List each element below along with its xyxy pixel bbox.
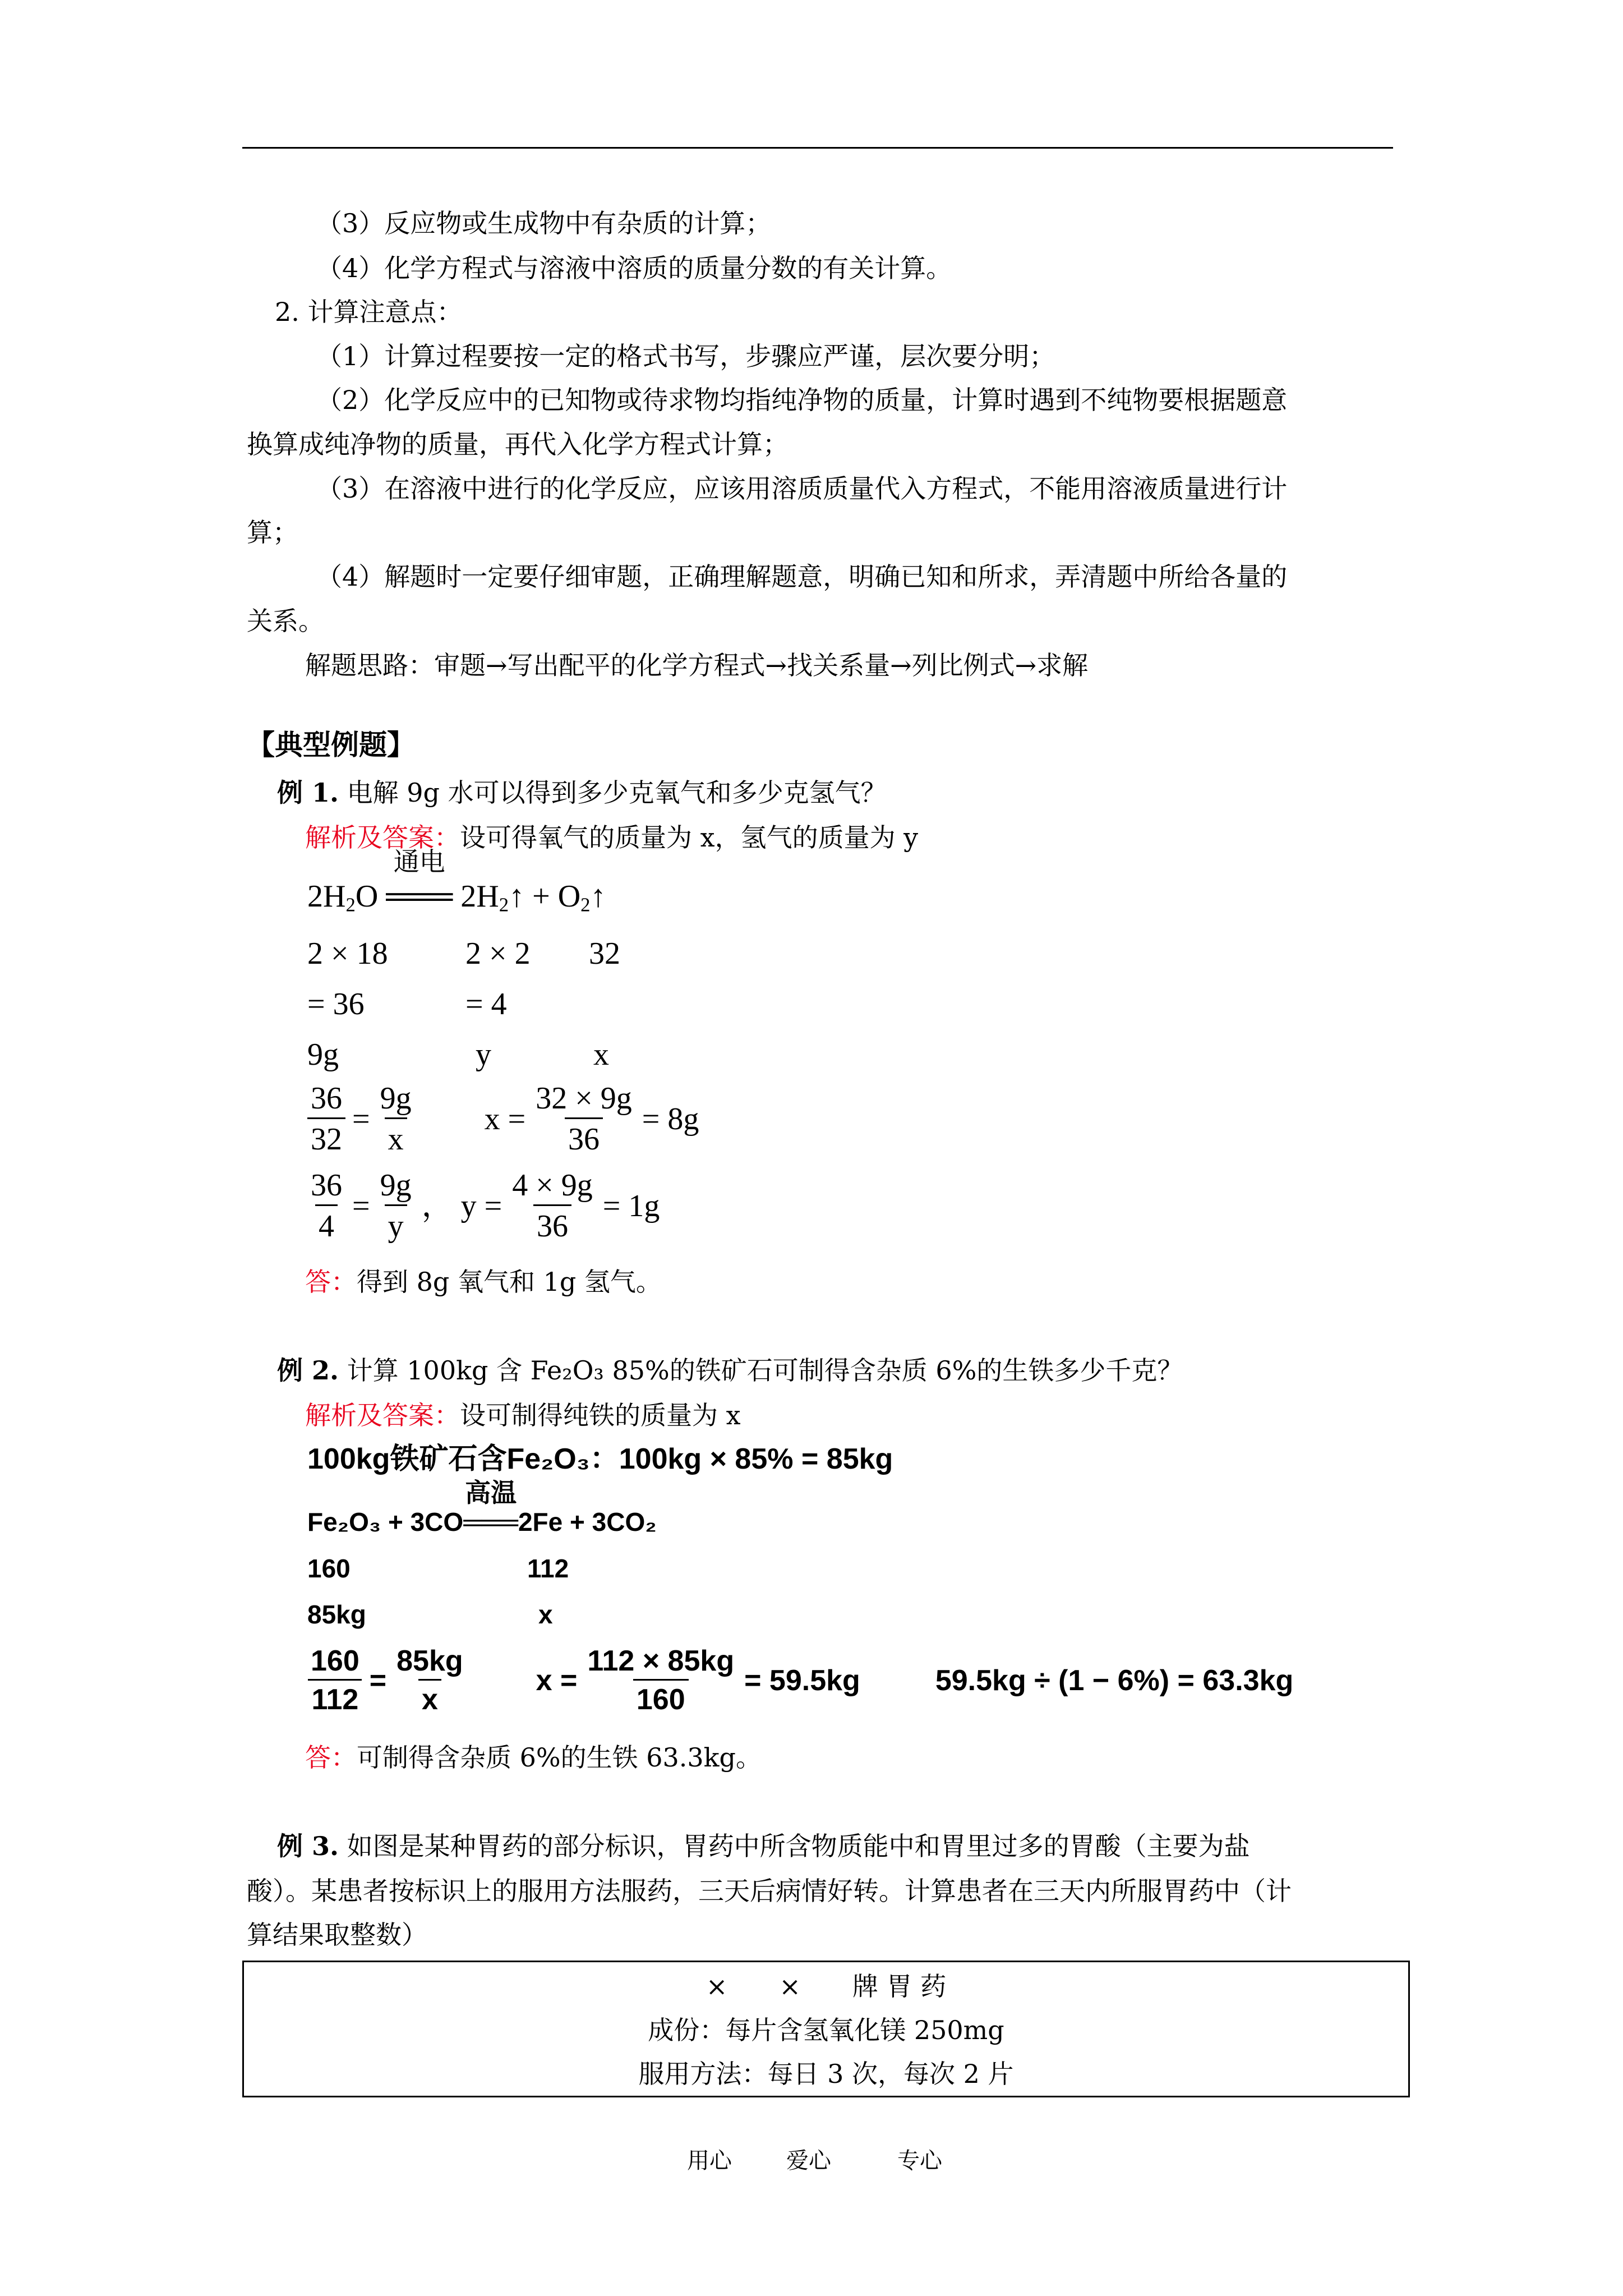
equation-iron-smelting: Fe₂O₃ + 3CO 高温 ═══2Fe + 3CO₂	[307, 1478, 657, 1536]
example-2-question	[277, 1355, 1183, 1386]
mass-row: 160	[307, 1554, 351, 1583]
text-line: 酸）。某患者按标识上的服用方法服药，三天后病情好转。计算患者在三天内所服胃药中（计	[247, 1876, 1292, 1906]
section-title: 【典型例题】	[247, 728, 415, 761]
text-line: （3）在溶液中进行的化学反应，应该用溶质质量代入方程式，不能用溶液质量进行计	[316, 473, 1288, 504]
mass-row: y	[476, 1037, 491, 1072]
medicine-ingredient: 成份：每片含氢氧化镁 250mg	[648, 2015, 1004, 2045]
mass-row: 2 × 18	[307, 936, 388, 971]
text-line: 2. 计算注意点：	[275, 297, 463, 327]
example-1-answer	[305, 1269, 662, 1295]
footer-text: 专心	[897, 2148, 942, 2174]
question-text: 电解 9g 水可以得到多少克氧气和多少克氢气？	[347, 777, 887, 808]
mass-row: 9g	[307, 1037, 339, 1072]
footer-text: 用心	[687, 2148, 732, 2174]
reaction-condition: 通电	[393, 848, 445, 876]
text-line: （3）反应物或生成物中有杂质的计算；	[316, 208, 772, 238]
proportion-iron: $\frac{160}{112}$ = $\frac{85kg}{x}$ x = $\frac{112 \times 85kg}{160}$ = 59.5kg 59.5kg ÷ (1 − 6%) = 63.3kg	[307, 1646, 1293, 1714]
mass-row: x	[593, 1037, 609, 1072]
text-line: （1）计算过程要按一定的格式书写，步骤应严谨，层次要分明；	[316, 341, 1055, 371]
analysis-text: 设可制得纯铁的质量为 x	[460, 1400, 741, 1430]
answer-label: 答：	[305, 1742, 357, 1773]
example-1-question	[277, 777, 887, 808]
example-2-answer	[305, 1742, 762, 1773]
footer-text: 爱心	[786, 2148, 831, 2174]
text-line: 关系。	[247, 606, 324, 636]
mass-row: = 36	[307, 987, 365, 1022]
example-1-analysis	[305, 822, 919, 853]
analysis-text: 设可得氧气的质量为 x，氢气的质量为 y	[460, 822, 919, 853]
medicine-dosage: 服用方法：每日 3 次，每次 2 片	[638, 2059, 1014, 2089]
text-line: （4）化学方程式与溶液中溶质的质量分数的有关计算。	[316, 253, 952, 283]
proportion-y: $\frac{36}{4}$ = $\frac{9g}{y}$ ， y = $\frac{4 \times 9g}{36}$ = 1g	[311, 1168, 660, 1244]
text-line: 换算成纯净物的质量，再代入化学方程式计算；	[247, 429, 789, 459]
mass-row: 112	[527, 1554, 569, 1583]
example-3-question	[277, 1833, 1250, 1859]
analysis-label: 解析及答案：	[305, 1400, 460, 1430]
mass-row: x	[538, 1600, 553, 1629]
text-line: （4）解题时一定要仔细审题，正确理解题意，明确已知和所求，弄清题中所给各量的	[316, 562, 1288, 592]
example-2-analysis	[305, 1402, 741, 1428]
answer-text: 可制得含杂质 6%的生铁 63.3kg。	[357, 1742, 762, 1773]
analysis-label: 解析及答案：	[305, 822, 460, 853]
text-line: 算；	[247, 517, 298, 547]
example-label: 例 3.	[277, 1831, 339, 1861]
equation-electrolysis: $2H_2O$ 通电 ═══ $2H_2↑$ + $O_2↑$	[307, 848, 606, 916]
ore-mass-line: 100kg铁矿石含Fe₂O₃：100kg × 85% = 85kg	[307, 1443, 893, 1475]
reaction-condition: 高温	[465, 1478, 517, 1508]
answer-label: 答：	[305, 1267, 357, 1297]
text-line: 算结果取整数）	[247, 1920, 427, 1950]
text-line: （2）化学反应中的已知物或待求物均指纯净物的质量，计算时遇到不纯物要根据题意	[316, 385, 1288, 415]
mass-row: = 4	[465, 987, 507, 1022]
question-text: 如图是某种胃药的部分标识，胃药中所含物质能中和胃里过多的胃酸（主要为盐	[347, 1831, 1250, 1861]
question-text: 计算 100kg 含 Fe₂O₃ 85%的铁矿石可制得含杂质 6%的生铁多少千克？	[347, 1355, 1183, 1386]
example-label: 例 2.	[277, 1355, 339, 1386]
mass-row: 32	[589, 936, 620, 971]
proportion-x: $\frac{36}{32}$ = $\frac{9g}{x}$ x = $\frac{32 \times 9g}{36}$ = 8g	[307, 1083, 699, 1155]
mass-row: 2 × 2	[465, 936, 531, 971]
medicine-title: × × 牌 胃 药	[706, 1971, 947, 2001]
example-label: 例 1.	[277, 777, 339, 808]
mass-row: 85kg	[307, 1600, 366, 1629]
solution-approach: 解题思路：审题→写出配平的化学方程式→找关系量→列比例式→求解	[305, 650, 1089, 680]
header-rule	[242, 147, 1393, 149]
answer-text: 得到 8g 氧气和 1g 氢气。	[357, 1267, 662, 1297]
